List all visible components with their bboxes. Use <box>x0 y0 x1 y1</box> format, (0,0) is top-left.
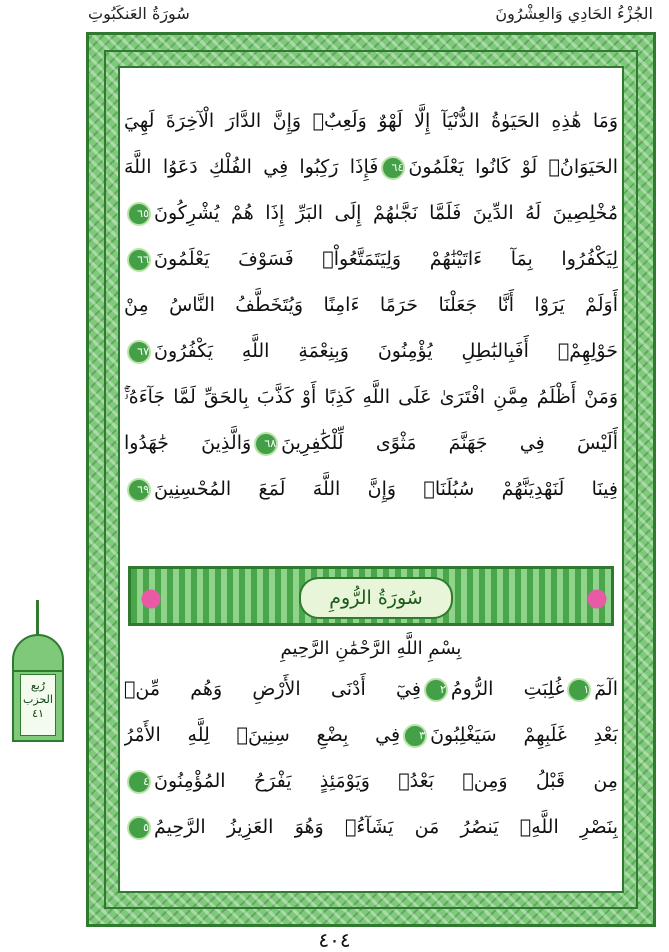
verse-line: حَوْلِهِمْۚ أَفَبِالبَٰطِلِ يُؤْمِنُونَ وَبِنِعْمَةِ اللَّهِ يَكْفُرُونَ٦٧ <box>124 328 618 374</box>
ayah-marker: ٦٩ <box>127 478 151 502</box>
verse-line: فِينَا لَنَهْدِيَنَّهُمْ سُبُلَنَاۚ وَإِنَّ اللَّهَ لَمَعَ المُحْسِنِينَ٦٩ <box>124 466 618 512</box>
ayah-marker: ٦٥ <box>127 202 151 226</box>
verse-line: بَعْدِ غَلَبِهِمْ سَيَغْلِبُونَ٣فِي بِضْعِ سِنِينَۗ لِلَّهِ الأَمْرُ <box>124 724 618 746</box>
surah-header: سُورَةُ العَنكَبُوتِ <box>88 4 190 23</box>
surah-title: سُورَةُ الرُّومِ <box>299 577 453 619</box>
juz-header: الجُزْءُ الحَادِي وَالعِشْرُونَ <box>495 4 653 23</box>
verse-line: مِن قَبْلُ وَمِنۢ بَعْدُۚ وَيَوْمَئِذٍ يَفْرَحُ المُؤْمِنُونَ٤ <box>124 758 618 804</box>
verse-line: بِنَصْرِ اللَّهِۚ يَنصُرُ مَن يَشَآءُۖ وَهُوَ العَزِيزُ الرَّحِيمُ٥ <box>124 804 618 850</box>
hizb-number: ٤١ <box>32 707 44 720</box>
hizb-label: الحزب <box>23 693 53 706</box>
ayah-marker: ٦٦ <box>127 248 151 272</box>
surah-title-band <box>128 566 614 626</box>
verse-line: أَوَلَمْ يَرَوْا أَنَّا جَعَلْنَا حَرَمًا ءَامِنًا وَيُتَخَطَّفُ النَّاسُ مِنْ <box>124 294 618 316</box>
bismillah: بِسْمِ اللَّهِ الرَّحْمَٰنِ الرَّحِيمِ <box>280 638 462 659</box>
hizb-dome <box>12 634 64 674</box>
hizb-spire <box>36 600 39 636</box>
verse-line: الٓمٓ١غُلِبَتِ الرُّومُ٢فِيٓ أَدْنَى الأَرْضِ وَهُم مِّنۢ <box>124 678 618 700</box>
hizb-marker <box>6 600 70 760</box>
verse-line: لِيَكْفُرُوا بِمَآ ءَاتَيْنَٰهُمْ وَلِيَتَمَتَّعُواْۚ فَسَوْفَ يَعْلَمُونَ٦٦ <box>124 236 618 282</box>
ayah-marker: ٢ <box>424 678 448 702</box>
page-number: ٤٠٤ <box>318 928 351 952</box>
verse-line: وَمَا هَٰذِهِ الحَيَوٰةُ الدُّنْيَآ إِلَّا لَهْوٌ وَلَعِبٌۚ وَإِنَّ الدَّارَ الْآخِرَةَ لَهِيَ <box>124 110 618 132</box>
verse-line: أَلَيْسَ فِي جَهَنَّمَ مَثْوًى لِّلْكَٰفِرِينَ٦٨وَالَّذِينَ جَٰهَدُوا <box>124 432 618 454</box>
ayah-marker: ٦٨ <box>254 432 278 456</box>
ayah-marker: ٤ <box>127 770 151 794</box>
ayah-marker: ٦٧ <box>127 340 151 364</box>
ayah-marker: ١ <box>567 678 591 702</box>
verse-line: الحَيَوَانُۚ لَوْ كَانُوا يَعْلَمُونَ٦٤فَإِذَا رَكِبُوا فِي الفُلْكِ دَعَوُا اللَّهَ <box>124 156 618 178</box>
ayah-marker: ٥ <box>127 816 151 840</box>
ayah-marker: ٦٤ <box>381 156 405 180</box>
hizb-label-box <box>20 674 56 736</box>
verse-line: وَمَنْ أَظْلَمُ مِمَّنِ افْتَرَىٰ عَلَى اللَّهِ كَذِبًا أَوْ كَذَّبَ بِالحَقِّ لَمَّا جَآءَهُۥٓۚ <box>124 386 618 408</box>
ayah-marker: ٣ <box>403 724 427 748</box>
hizb-quarter: رُبع <box>30 679 46 692</box>
verse-line: مُخْلِصِينَ لَهُ الدِّينَ فَلَمَّا نَجَّىٰهُمْ إِلَى البَرِّ إِذَا هُمْ يُشْرِكُونَ٦٥ <box>124 190 618 236</box>
